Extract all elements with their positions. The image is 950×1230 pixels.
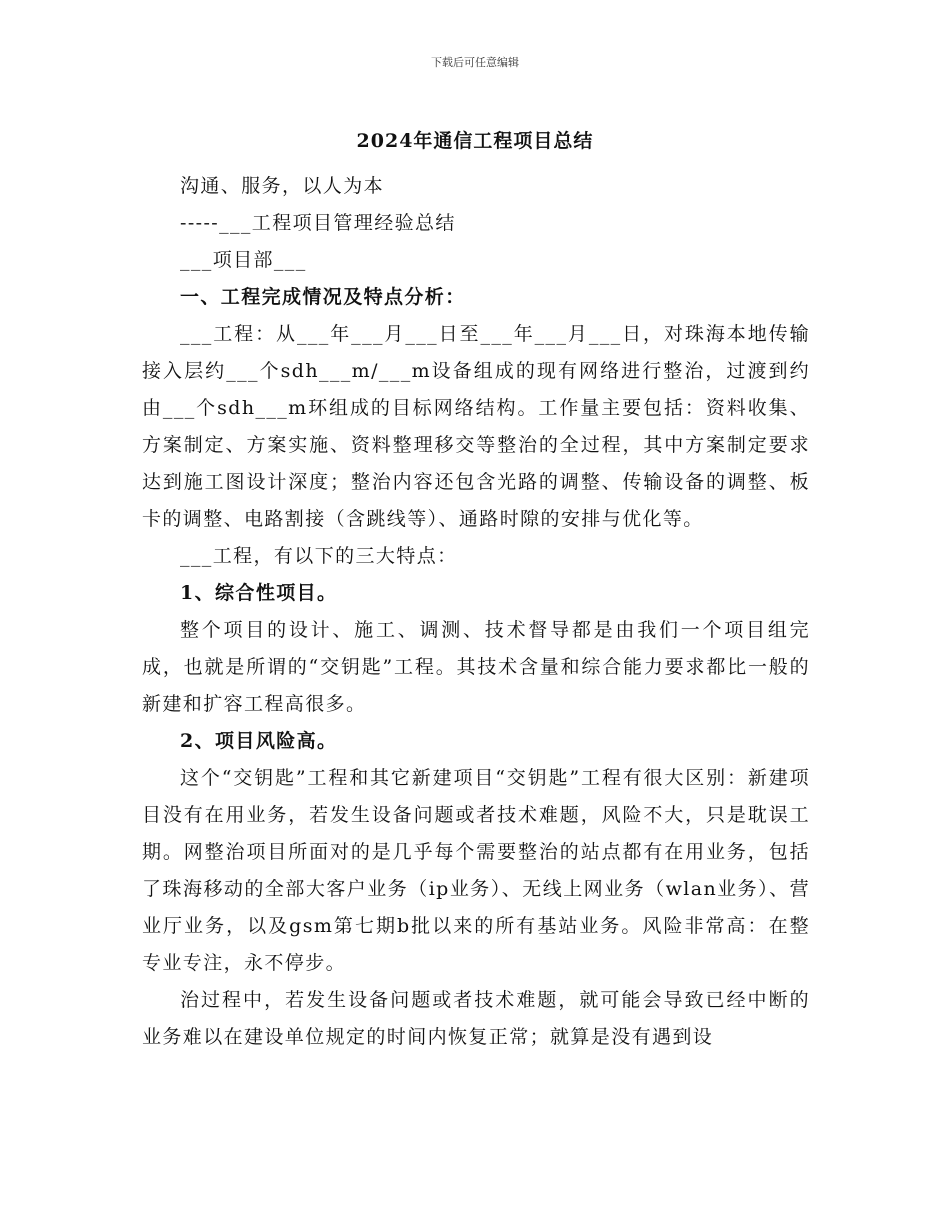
body-paragraph: 这个“交钥匙”工程和其它新建项目“交钥匙”工程有很大区别：新建项目没有在用业务，若发生设备问题或者技术难题，风险不大，只是耽误工期。网整治项目所面对的是几乎每个需要整治的站点都有在用业务，包括了珠海移动的全部大客户业务（ip业务）、无线上网业务（wlan业务）、营业厅业务，以及gsm第七期b批以来的所有基站业务。风险非常高：在整专业专注，永不停步。: [142, 767, 810, 974]
body-paragraph: ___工程，有以下的三大特点：: [180, 545, 458, 567]
section-heading: 1、综合性项目。: [180, 582, 338, 604]
document-body: [142, 168, 810, 1056]
body-paragraph: 整个项目的设计、施工、调测、技术督导都是由我们一个项目组完成，也就是所谓的“交钥匙”工程。其技术含量和综合能力要求都比一般的新建和扩容工程高很多。: [142, 619, 810, 715]
body-paragraph: ___工程：从___年___月___日至___年___月___日，对珠海本地传输接入层约___个sdh___m/___m设备组成的现有网络进行整治，过渡到约由___个sdh___m环组成的目标网络结构。工作量主要包括：资料收集、方案制定、方案实施、资料整理移交等整治的全过程，其中方案制定要求达到施工图设计深度；整治内容还包含光路的调整、传输设备的调整、板卡的调整、电路割接（含跳线等）、通路时隙的安排与优化等。: [142, 323, 810, 530]
body-paragraph: ___项目部___: [180, 249, 307, 271]
section-heading: 一、工程完成情况及特点分析：: [180, 286, 466, 308]
body-paragraph: 治过程中，若发生设备问题或者技术难题，就可能会导致已经中断的业务难以在建设单位规定的时间内恢复正常；就算是没有遇到设: [142, 989, 810, 1048]
header-note: 下载后可任意编辑: [431, 56, 519, 69]
body-paragraph: 沟通、服务，以人为本: [180, 175, 385, 197]
section-heading: 2、项目风险高。: [180, 730, 338, 752]
body-paragraph: -----___工程项目管理经验总结: [180, 212, 456, 234]
document-title: 2024年通信工程项目总结: [356, 130, 594, 152]
